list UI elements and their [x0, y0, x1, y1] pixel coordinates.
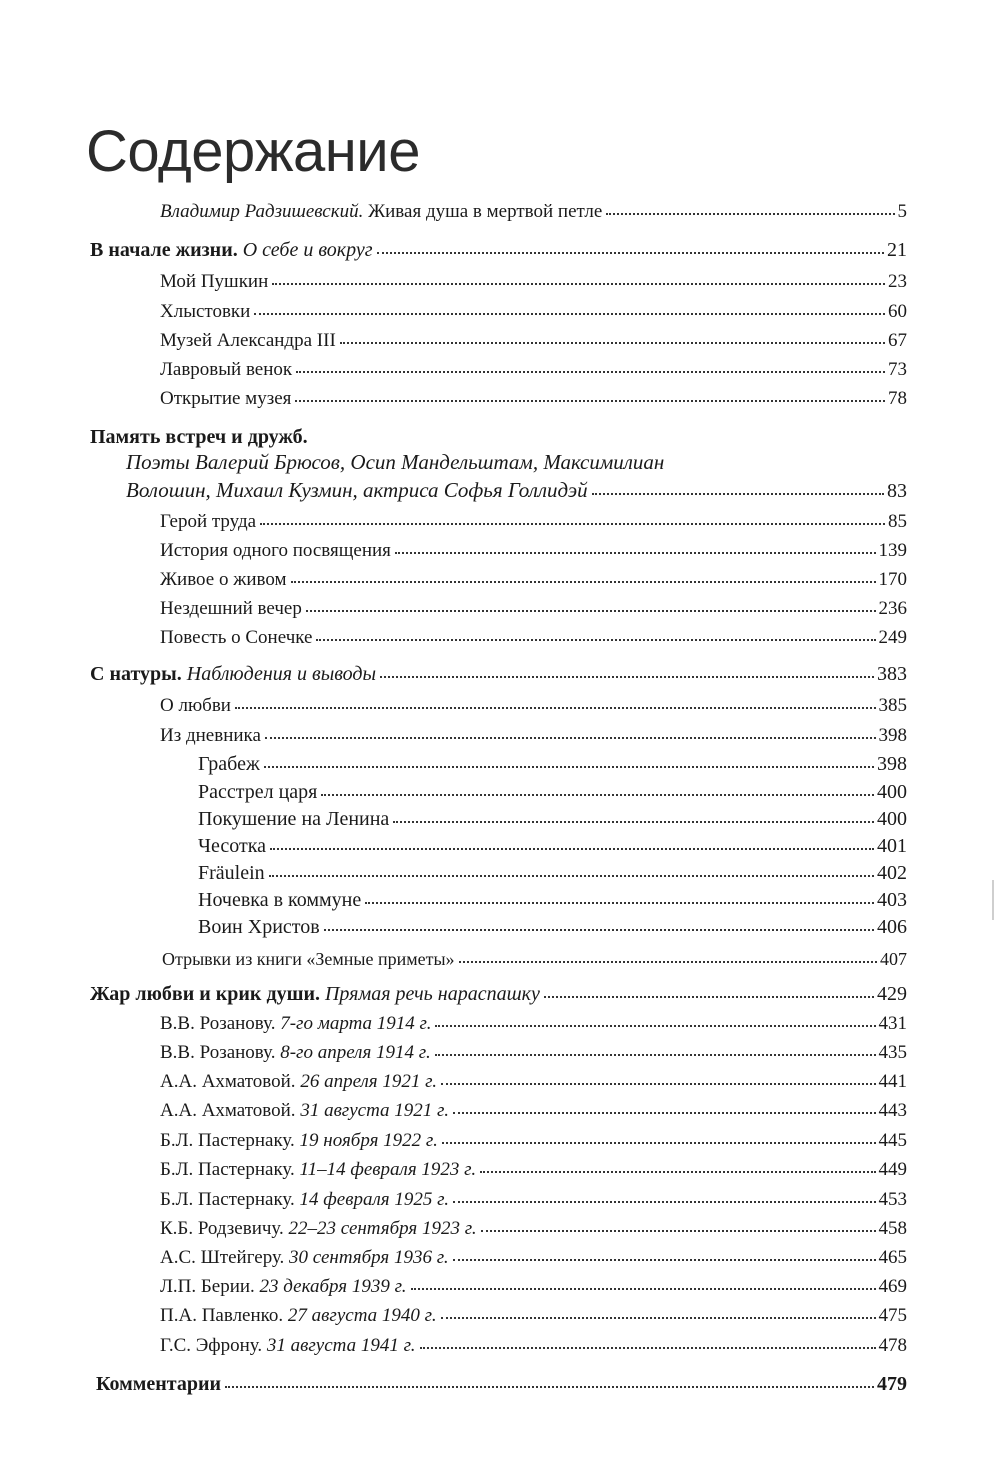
section-heading[interactable]: Память встреч и дружб. [90, 426, 308, 448]
toc-letter[interactable] [160, 1072, 907, 1091]
page-number: 407 [880, 949, 907, 969]
toc-entry-sub[interactable] [198, 754, 907, 774]
leader-dots [453, 1112, 876, 1114]
toc-letter[interactable] [160, 1336, 907, 1355]
leader-dots [272, 283, 885, 285]
section-subtitle-line: Поэты Валерий Брюсов, Осип Мандельштам, Максимилиан [126, 450, 665, 474]
letter-date: 11–14 февраля 1923 г. [299, 1159, 477, 1180]
toc-entry[interactable] [160, 302, 907, 321]
page-number: 403 [877, 889, 907, 911]
letter-date: 22–23 сентября 1923 г. [288, 1218, 477, 1239]
toc-entry[interactable] [160, 696, 907, 715]
page-number: 449 [878, 1159, 907, 1180]
section-subtitle: О себе и вокруг [237, 239, 373, 261]
toc-entry-intro[interactable] [160, 202, 907, 221]
letter-date: 31 августа 1921 г. [300, 1100, 449, 1121]
page-number: 453 [878, 1189, 907, 1210]
page-number: 60 [888, 301, 907, 322]
page-number: 85 [888, 511, 907, 532]
toc-letter[interactable] [160, 1043, 907, 1062]
toc-entry-sub[interactable] [198, 863, 907, 883]
page-number: 23 [888, 271, 907, 292]
leader-dots [411, 1288, 876, 1290]
letter-recipient: Л.П. Берии. [160, 1276, 260, 1297]
toc-entry[interactable] [160, 570, 907, 589]
leader-dots [291, 581, 876, 583]
leader-dots [269, 875, 874, 877]
section-subtitle: Прямая речь нараспашку [319, 983, 540, 1005]
leader-dots [481, 1230, 876, 1232]
entry-label: Грабеж [198, 753, 260, 775]
letter-recipient: В.В. Розанову. [160, 1013, 281, 1034]
letter-date: 30 сентября 1936 г. [289, 1247, 449, 1268]
toc-letter[interactable] [160, 1160, 907, 1179]
page-number: 383 [877, 663, 907, 685]
letter-recipient: Б.Л. Пастернаку. [160, 1189, 300, 1210]
toc-entry[interactable] [160, 628, 907, 647]
page-number: 469 [878, 1276, 907, 1297]
leader-dots [254, 313, 885, 315]
entry-label: История одного посвящения [160, 540, 391, 561]
letter-recipient: А.А. Ахматовой. [160, 1071, 301, 1092]
entry-label: Нездешний вечер [160, 598, 302, 619]
letter-date: 23 декабря 1939 г. [259, 1276, 407, 1297]
letter-date: 8-го апреля 1914 г. [280, 1042, 431, 1063]
leader-dots [365, 902, 874, 904]
page-number: 5 [897, 201, 907, 222]
entry-label: Хлыстовки [160, 301, 251, 322]
page-number: 67 [888, 330, 907, 351]
page-number: 402 [877, 862, 907, 884]
section-heading: С натуры. [90, 663, 182, 685]
toc-letter[interactable] [160, 1219, 907, 1238]
leader-dots [295, 400, 885, 402]
toc-entry[interactable] [162, 950, 907, 968]
toc-letter[interactable] [160, 1248, 907, 1267]
page-number: 429 [877, 983, 907, 1005]
toc-entry[interactable] [160, 512, 907, 531]
page-number: 401 [877, 835, 907, 857]
toc-entry-sub[interactable] [198, 890, 907, 910]
leader-dots [321, 794, 874, 796]
entry-label: О любви [160, 695, 231, 716]
leader-dots [377, 252, 884, 254]
toc-entry[interactable] [160, 726, 907, 745]
page-number: 139 [878, 540, 907, 561]
entry-label: Отрывки из книги «Земные приметы» [162, 949, 455, 969]
toc-letter[interactable] [160, 1101, 907, 1120]
page-number: 475 [878, 1305, 907, 1326]
leader-dots [459, 961, 877, 963]
toc-entry[interactable] [160, 541, 907, 560]
page-number: 73 [888, 359, 907, 380]
letter-recipient: Г.С. Эфрону. [160, 1335, 267, 1356]
letter-date: 7-го марта 1914 г. [280, 1013, 432, 1034]
toc-letter[interactable] [160, 1306, 907, 1325]
toc-entry[interactable] [160, 331, 907, 350]
leader-dots [270, 848, 874, 850]
page-number: 478 [878, 1335, 907, 1356]
section-heading: В начале жизни. [90, 239, 238, 261]
leader-dots [264, 766, 874, 768]
leader-dots [380, 676, 874, 678]
letter-recipient: А.С. Штейгеру. [160, 1247, 290, 1268]
page-number: 441 [878, 1071, 907, 1092]
toc-letter[interactable] [160, 1190, 907, 1209]
leader-dots [606, 213, 894, 215]
entry-label: Чесотка [198, 835, 267, 857]
intro-title: Живая душа в мертвой петле [363, 201, 603, 222]
toc-entry[interactable] [160, 272, 907, 291]
leader-dots [441, 1083, 875, 1085]
page-number: 170 [878, 569, 907, 590]
letter-date: 19 ноября 1922 г. [299, 1130, 438, 1151]
toc-entry-sub[interactable] [198, 782, 907, 802]
entry-label: Открытие музея [160, 388, 292, 409]
leader-dots [435, 1054, 876, 1056]
leader-dots [225, 1386, 874, 1388]
page-number: 83 [887, 480, 907, 502]
leader-dots [393, 821, 874, 823]
intro-author: Владимир Радзишевский. [160, 201, 364, 222]
entry-label: Мой Пушкин [160, 271, 269, 292]
entry-label: Повесть о Сонечке [160, 627, 313, 648]
toc-section-3[interactable] [90, 664, 907, 684]
leader-dots [453, 1201, 876, 1203]
entry-label: Лавровый венок [160, 359, 293, 380]
page-title: Содержание [86, 119, 420, 184]
leader-dots [480, 1171, 875, 1173]
toc-letter[interactable] [160, 1014, 907, 1033]
leader-dots [441, 1317, 876, 1319]
toc-section-4[interactable] [90, 984, 907, 1004]
letter-recipient: В.В. Розанову. [160, 1042, 281, 1063]
leader-dots [395, 552, 876, 554]
leader-dots [435, 1025, 875, 1027]
letter-recipient: П.А. Павленко. [160, 1305, 288, 1326]
toc-entry-sub[interactable] [198, 917, 907, 937]
page-number: 400 [877, 808, 907, 830]
letter-date: 27 августа 1940 г. [287, 1305, 437, 1326]
page-number: 458 [878, 1218, 907, 1239]
letter-recipient: Б.Л. Пастернаку. [160, 1159, 300, 1180]
entry-label: Из дневника [160, 725, 261, 746]
letter-recipient: К.Б. Родзевичу. [160, 1218, 289, 1239]
page-number: 445 [878, 1130, 907, 1151]
leader-dots [265, 737, 876, 739]
toc-section-1[interactable] [90, 240, 907, 260]
toc-entry-sub[interactable] [198, 836, 907, 856]
toc-entry[interactable] [160, 599, 907, 618]
section-subtitle-line: Волошин, Михаил Кузмин, актриса Софья Голлидэй [126, 478, 588, 502]
page-number: 385 [878, 695, 907, 716]
toc-entry[interactable] [160, 360, 907, 379]
page-number: 21 [887, 239, 907, 261]
entry-label: Живое о живом [160, 569, 287, 590]
page-number: 398 [877, 753, 907, 775]
leader-dots [544, 996, 874, 998]
page-number: 78 [888, 388, 907, 409]
leader-dots [324, 929, 874, 931]
leader-dots [316, 639, 875, 641]
section-heading: Жар любви и крик души. [90, 983, 320, 1005]
entry-label: Ночевка в коммуне [198, 889, 362, 911]
letter-recipient: А.А. Ахматовой. [160, 1100, 301, 1121]
entry-label: Fräulein [198, 862, 265, 884]
leader-dots [420, 1347, 876, 1349]
toc-section-2[interactable] [126, 480, 907, 501]
page-number: 479 [877, 1373, 907, 1395]
toc-letter[interactable] [160, 1277, 907, 1296]
page-edge-shadow [992, 880, 994, 920]
leader-dots [592, 493, 884, 495]
entry-label: Герой труда [160, 511, 257, 532]
page-number: 443 [878, 1100, 907, 1121]
page-number: 400 [877, 781, 907, 803]
leader-dots [296, 371, 885, 373]
page-number: 249 [878, 627, 907, 648]
entry-label: Покушение на Ленина [198, 808, 390, 830]
section-heading: Комментарии [96, 1373, 222, 1395]
page-number: 398 [878, 725, 907, 746]
leader-dots [306, 610, 876, 612]
leader-dots [453, 1259, 876, 1261]
section-subtitle: Наблюдения и выводы [181, 663, 377, 685]
entry-label: Воин Христов [198, 916, 320, 938]
toc-letter[interactable] [160, 1131, 907, 1150]
entry-label: Музей Александра III [160, 330, 336, 351]
toc-entry-sub[interactable] [198, 809, 907, 829]
leader-dots [260, 523, 885, 525]
letter-date: 31 августа 1941 г. [266, 1335, 416, 1356]
page-number: 465 [878, 1247, 907, 1268]
letter-date: 14 февраля 1925 г. [299, 1189, 449, 1210]
toc-entry[interactable] [160, 389, 907, 408]
page-number: 406 [877, 916, 907, 938]
page-number: 236 [878, 598, 907, 619]
entry-label: Расстрел царя [198, 781, 318, 803]
page-number: 435 [878, 1042, 907, 1063]
letter-date: 26 апреля 1921 г. [300, 1071, 438, 1092]
page-number: 431 [878, 1013, 907, 1034]
leader-dots [235, 707, 876, 709]
leader-dots [442, 1142, 876, 1144]
toc-comments[interactable] [96, 1374, 907, 1394]
letter-recipient: Б.Л. Пастернаку. [160, 1130, 300, 1151]
leader-dots [340, 342, 885, 344]
